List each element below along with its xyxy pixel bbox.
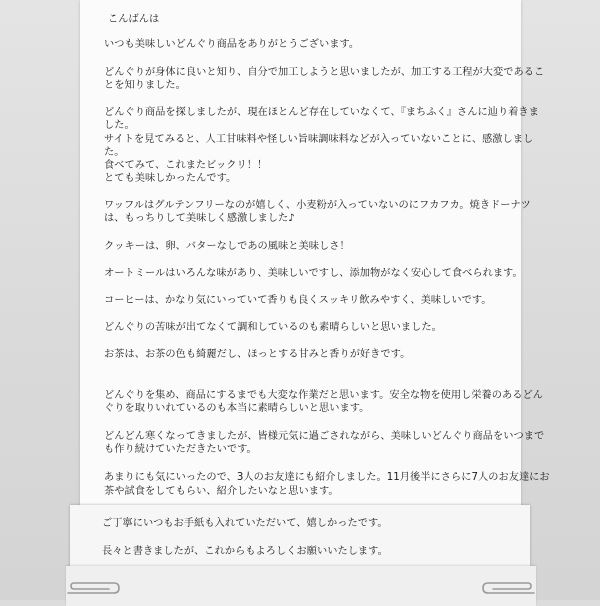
letter-line: とても美味しかったんです。 [104, 173, 237, 184]
letter-paragraph: オートミールはいろんな味があり、美味しいですし、添加物がなく安心して食べられます。 [104, 268, 523, 279]
letter-paragraph: クッキーは、卵、バターなしであの風味と美味しさ！ [104, 241, 350, 252]
letter-paragraph: どんぐりの苦味が出てなくて調和しているのも素晴らしいと思いました。 [104, 322, 442, 333]
letter-greeting: こんばんは [108, 14, 160, 25]
letter-line: サイトを見てみると、人工甘味料や怪しい旨味調味料などが入っていないことに、感激しまし [104, 134, 534, 145]
letter-line: した。 [104, 120, 135, 131]
letter-line: 長々と書きましたが、これからもよろしくお願いいたします。 [102, 546, 388, 557]
letter-paragraph: お茶は、お茶の色も綺麗だし、ほっとする甘みと香りが好きです。 [104, 349, 411, 360]
letter-paragraph: いつも美味しいどんぐり商品をありがとうございます。 [104, 39, 360, 50]
letter-line: 茶や試食をしてもらい、紹介したいなと思います。 [104, 486, 339, 497]
letter-sheet-first [80, 0, 550, 510]
letter-line: どんぐり商品を探しましたが、現在ほとんど存在していなくて、『まちふく』さんに辿り着きま [104, 107, 539, 118]
paperclip-icon [480, 577, 540, 599]
letter-sheet-second [70, 505, 530, 567]
letter-line: ぐりを取りいれているのも本当に素晴らしいと思います。 [104, 403, 370, 414]
letter-line: どんどん寒くなってきましたが、皆様元気に過ごされながら、美味しいどんぐり商品をいつまで [104, 431, 545, 442]
letter-line: も作り続けていただきたいです。 [104, 444, 257, 455]
paperclip-icon [62, 577, 122, 599]
letter-line: どんぐりが身体に良いと知り、自分で加工しようと思いましたが、加工する工程が大変であるこ [104, 67, 545, 78]
letter-line: ご丁寧にいつもお手紙も入れていただいて、嬉しかったです。 [102, 518, 388, 529]
letter-line: は、もっちりして美味しく感激しました♪ [104, 213, 295, 224]
letter-line: た。 [104, 147, 125, 158]
letter-line: あまりにも気にいったので、3人のお友達にも紹介しました。11月後半にさらに7人のお友達にお [104, 472, 550, 483]
letter-paragraph: コーヒーは、かなり気にいっていて香りも良くスッキリ飲みやすく、美味しいです。 [104, 295, 492, 306]
letter-line: とを知りました。 [104, 80, 186, 91]
letter-sheet-third [66, 566, 536, 606]
letter-line: どんぐりを集め、商品にするまでも大変な作業だと思います。安全な物を使用し栄養のあるどん [104, 390, 543, 401]
letter-line: ワッフルはグルテンフリーなのが嬉しく、小麦粉が入っていないのにフカフカ。焼きドーナツ [104, 200, 531, 211]
letter-line: 食べてみて、これまたビックリ！！ [104, 160, 268, 171]
